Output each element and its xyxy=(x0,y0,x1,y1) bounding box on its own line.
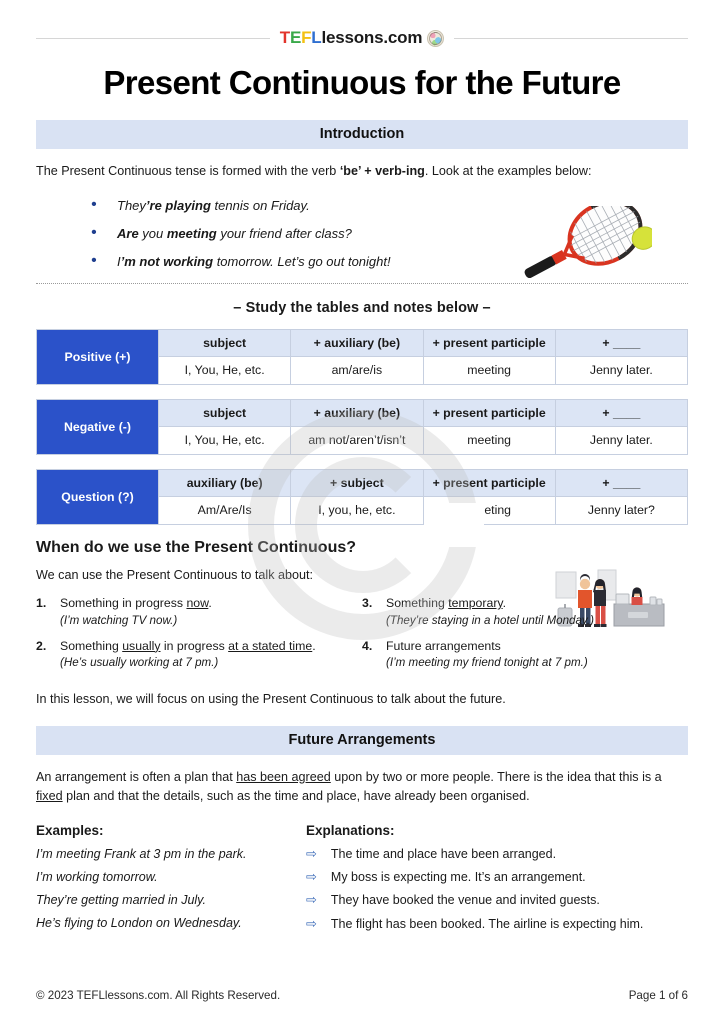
explanation-text: My boss is expecting me. It’s an arrangement. xyxy=(330,870,586,885)
explanation-row xyxy=(306,847,688,861)
usage-example: (I’m meeting my friend tonight at 7 pm.) xyxy=(386,656,588,670)
table-cell: meeting xyxy=(423,356,555,384)
explanation-row xyxy=(306,917,688,931)
introduction-lead xyxy=(36,162,688,182)
section-heading-introduction: Introduction xyxy=(36,120,688,149)
globe-icon xyxy=(427,30,444,47)
examples-explanations-table xyxy=(36,823,688,940)
explanation-row xyxy=(306,870,688,884)
explanation-text: They have booked the venue and invited guests. xyxy=(330,893,600,908)
future-arrangements-paragraph xyxy=(36,768,688,807)
usage-pre: Something in progress xyxy=(60,596,187,611)
example-sentence: They’re getting married in July. xyxy=(36,892,206,907)
tennis-racket-illustration xyxy=(512,206,652,284)
example-sentence: I’m working tomorrow. xyxy=(36,869,158,884)
example-post: tennis on Friday. xyxy=(210,197,310,213)
usage-mid: in progress xyxy=(160,638,229,653)
usage-example: (He’s usually working at 7 pm.) xyxy=(60,656,219,670)
table-cell: Jenny later. xyxy=(555,356,687,384)
right-arrow-icon: ⇨ xyxy=(306,845,317,861)
table-cell: Jenny later? xyxy=(555,496,687,524)
explanation-text: The time and place have been arranged. xyxy=(330,846,557,861)
example-sentence: I’m meeting Frank at 3 pm in the park. xyxy=(36,846,247,861)
table-cell: I, You, He, etc. xyxy=(159,356,291,384)
table-cell: am not/aren’t/isn’t xyxy=(291,426,423,454)
usage-underline: temporary xyxy=(448,596,503,611)
usage-pre: Future arrangements xyxy=(386,638,501,653)
usage-post: . xyxy=(502,596,507,611)
example-post: your friend after class? xyxy=(216,225,352,241)
intro-lead-b: . Look at the examples below: xyxy=(424,164,592,178)
explanations-column xyxy=(306,823,688,940)
grammar-table-positive xyxy=(36,329,688,385)
list-item xyxy=(36,595,362,630)
usage-pre: Something xyxy=(386,596,449,611)
footer-page-number: Page 1 of 6 xyxy=(628,989,688,1002)
page-title: Present Continuous for the Future xyxy=(103,64,621,101)
introduction-examples xyxy=(91,198,688,269)
list-number: 3. xyxy=(362,596,373,611)
intro-lead-a: The Present Continuous tense is formed with the verb xyxy=(36,164,340,178)
section-heading-future-arrangements: Future Arrangements xyxy=(36,726,688,755)
intro-lead-be: ‘be’ + verb-ing xyxy=(339,164,425,178)
fa-underline-1: has been agreed xyxy=(236,769,331,784)
brand-letter-t: T xyxy=(279,28,290,47)
usage-example: (I’m watching TV now.) xyxy=(60,613,178,627)
usage-underline: usually xyxy=(122,638,161,653)
table-header-cell: + present participle xyxy=(423,399,555,426)
brand-header xyxy=(36,0,688,48)
usage-closing: In this lesson, we will focus on using the Present Continuous to talk about the future. xyxy=(36,692,506,707)
fa-underline-2: fixed xyxy=(36,789,63,804)
grammar-table-question xyxy=(36,469,688,525)
list-item xyxy=(362,595,688,630)
usage-post: . xyxy=(312,638,316,653)
example-bold-lead: Are xyxy=(117,225,139,241)
table-label-negative: Negative (-) xyxy=(37,399,159,454)
usage-heading: When do we use the Present Continuous? xyxy=(36,538,357,556)
table-row xyxy=(37,399,688,426)
usage-underline: now xyxy=(186,596,209,611)
list-item xyxy=(36,638,362,673)
usage-lead: We can use the Present Continuous to talk about: xyxy=(36,567,314,582)
table-header-cell: + auxiliary (be) xyxy=(291,329,423,356)
page-footer xyxy=(36,989,688,1002)
example-pre: They xyxy=(117,197,146,213)
brand-letter-l: L xyxy=(311,28,322,47)
usage-list xyxy=(36,595,688,680)
usage-post: . xyxy=(208,596,212,611)
table-header-cell: + ____ xyxy=(555,399,687,426)
list-item xyxy=(91,254,688,269)
table-label-positive: Positive (+) xyxy=(37,329,159,384)
table-row xyxy=(37,469,688,496)
example-bold: ’re playing xyxy=(145,197,211,213)
usage-example: (They’re staying in a hotel until Monday.) xyxy=(386,613,594,627)
table-cell: am/are/is xyxy=(291,356,423,384)
list-number: 4. xyxy=(362,638,373,653)
brand-logo xyxy=(280,28,445,48)
table-header-cell: subject xyxy=(159,329,291,356)
table-header-cell: + subject xyxy=(291,469,423,496)
explanations-heading: Explanations: xyxy=(306,822,395,838)
right-arrow-icon: ⇨ xyxy=(306,892,317,908)
example-sentence: He’s flying to London on Wednesday. xyxy=(36,915,242,930)
table-header-cell: + present participle xyxy=(423,469,555,496)
list-item xyxy=(91,198,688,213)
table-row xyxy=(37,329,688,356)
list-number: 2. xyxy=(36,638,47,653)
table-header-cell: + ____ xyxy=(555,329,687,356)
explanation-row xyxy=(306,893,688,907)
table-cell: Am/Are/Is xyxy=(159,496,291,524)
fa-para-a: An arrangement is often a plan that xyxy=(36,769,237,784)
explanation-text: The flight has been booked. The airline is expecting him. xyxy=(330,916,644,931)
example-pre: I xyxy=(117,253,121,269)
table-cell: I, you, he, etc. xyxy=(291,496,423,524)
header-rule-left xyxy=(36,38,270,39)
table-cell: meeting xyxy=(423,426,555,454)
table-header-cell: + ____ xyxy=(555,469,687,496)
table-header-cell: + auxiliary (be) xyxy=(291,399,423,426)
right-arrow-icon: ⇨ xyxy=(306,869,317,885)
usage-column-left xyxy=(36,595,362,672)
usage-pre: Something xyxy=(60,638,123,653)
example-bold: meeting xyxy=(166,225,217,241)
study-note: – Study the tables and notes below – xyxy=(233,299,491,316)
table-cell: meeting xyxy=(423,496,555,524)
usage-underline-2: at a stated time xyxy=(228,638,313,653)
grammar-table-negative xyxy=(36,399,688,455)
right-arrow-icon: ⇨ xyxy=(306,915,317,931)
brand-domain: lessons.com xyxy=(321,28,423,47)
usage-column-right xyxy=(362,595,688,672)
brand-letter-f: F xyxy=(301,28,312,47)
footer-copyright: © 2023 TEFLlessons.com. All Rights Reserved. xyxy=(36,989,281,1002)
table-cell: Jenny later. xyxy=(555,426,687,454)
brand-letter-e: E xyxy=(289,28,302,47)
list-item xyxy=(362,638,688,673)
table-label-question: Question (?) xyxy=(37,469,159,524)
example-post: tomorrow. Let’s go out tonight! xyxy=(213,253,391,269)
header-rule-right xyxy=(454,38,688,39)
example-pre: you xyxy=(138,225,167,241)
table-cell: I, You, He, etc. xyxy=(159,426,291,454)
table-header-cell: auxiliary (be) xyxy=(159,469,291,496)
examples-column xyxy=(36,823,306,940)
table-header-cell: + present participle xyxy=(423,329,555,356)
list-item xyxy=(91,226,688,241)
examples-heading: Examples: xyxy=(36,822,104,838)
example-bold: ’m not working xyxy=(120,253,214,269)
table-header-cell: subject xyxy=(159,399,291,426)
fa-para-c: plan and that the details, such as the time and place, have already been organised. xyxy=(62,789,530,804)
list-number: 1. xyxy=(36,596,47,611)
fa-para-b: upon by two or more people. There is the idea that this is a xyxy=(330,769,662,784)
